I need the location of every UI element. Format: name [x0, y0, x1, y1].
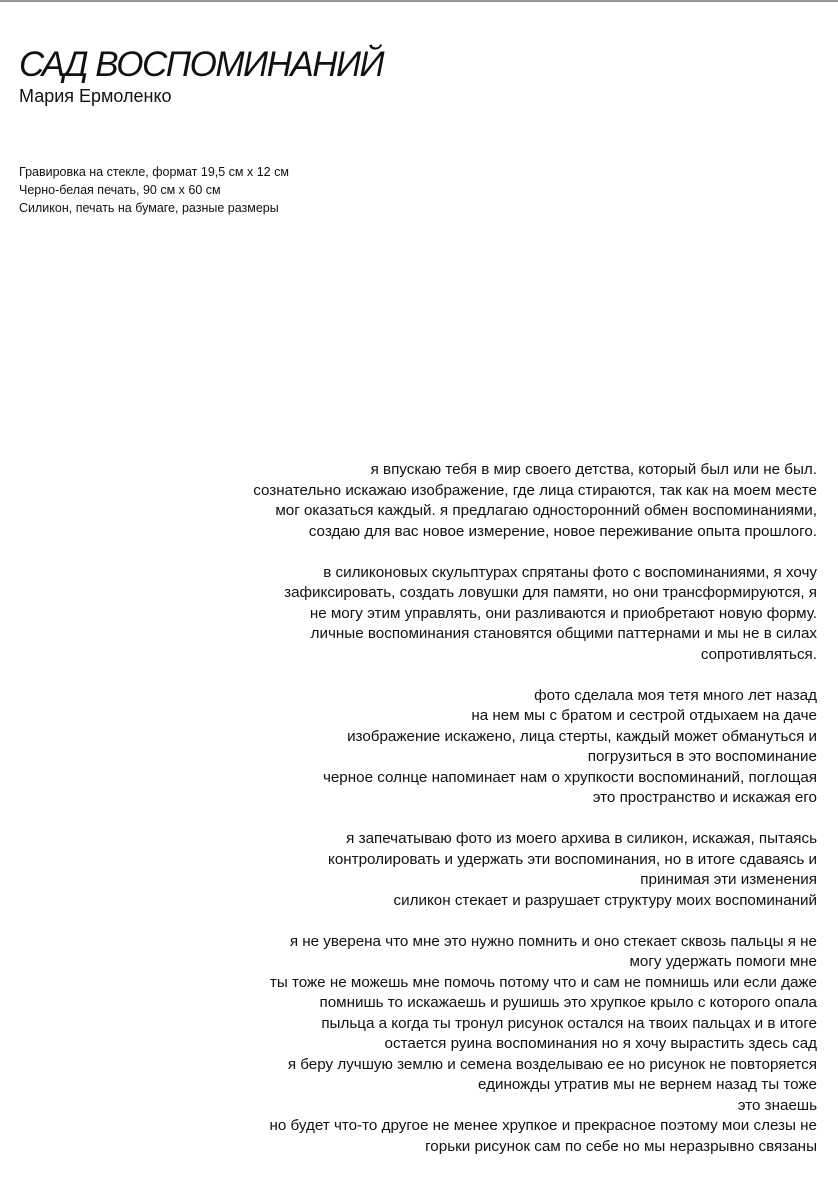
poem-line: горьки рисунок сам по себе но мы неразрывно связаны [425, 1137, 817, 1155]
materials-line: Силикон, печать на бумаге, разные размеры [19, 201, 279, 215]
poem-line: пыльца а когда ты тронул рисунок остался на твоих пальцах и в итоге [321, 1014, 817, 1032]
poem-line: контролировать и удержать эти воспоминания, но в итоге сдаваясь и [328, 850, 817, 868]
materials-line: Черно-белая печать, 90 см х 60 см [19, 183, 221, 197]
stanza [137, 829, 817, 911]
poem-line: сопротивляться. [700, 645, 817, 663]
poem-line: изображение искажено, лица стерты, каждый может обмануться и [347, 727, 817, 745]
page-title: САД ВОСПОМИНАНИЙ [19, 45, 384, 84]
poem-line: могу удержать помоги мне [629, 953, 817, 970]
poem-line: помнишь то искажаешь и рушишь это хрупкое крыло с которого опала [319, 994, 817, 1011]
stanza [137, 932, 817, 1158]
poem-line: я не уверена что мне это нужно помнить и оно стекает сквозь пальцы я не [289, 932, 817, 950]
poem-line: на нем мы с братом и сестрой отдыхаем на даче [471, 707, 817, 724]
stanza [137, 686, 817, 809]
poem-line: силикон стекает и разрушает структуру моих воспоминаний [393, 891, 817, 909]
poem-line: ты тоже не можешь мне помочь потому что и сам не помнишь или если даже [269, 973, 817, 991]
poem-line: я запечатываю фото из моего архива в силикон, искажая, пытаясь [346, 830, 817, 847]
poem-line: это знаешь [737, 1096, 817, 1114]
poem-line: я беру лучшую землю и семена возделываю ее но рисунок не повторяется [287, 1055, 817, 1073]
poem-line: личные воспоминания становятся общими паттернами и мы не в силах [310, 625, 817, 642]
poem-text [137, 460, 817, 1157]
materials-line: Гравировка на стекле, формат 19,5 см х 12 см [19, 165, 289, 179]
author-name: Мария Ермоленко [19, 86, 172, 106]
poem-line: в силиконовых скульптурах спрятаны фото с воспоминаниями, я хочу [323, 563, 817, 581]
poem-line: принимая эти изменения [640, 871, 817, 888]
poem-line: погрузиться в это воспоминание [587, 748, 817, 765]
stanza [137, 460, 817, 542]
poem-line: фото сделала моя тетя много лет назад [534, 686, 817, 704]
poem-line: единожды утратив мы не вернем назад ты тоже [478, 1076, 817, 1093]
poem-line: не могу этим управлять, они разливаются и приобретают новую форму. [309, 604, 817, 622]
poem-line: это пространство и искажая его [592, 789, 817, 806]
poem-line: черное солнце напоминает нам о хрупкости воспоминаний, поглощая [322, 768, 817, 786]
poem-line: мог оказаться каждый. я предлагаю односторонний обмен воспоминаниями, [275, 502, 817, 519]
stanza [137, 563, 817, 666]
poem-line: зафиксировать, создать ловушки для памяти, но они трансформируются, я [284, 584, 817, 601]
top-border-line [0, 0, 838, 2]
materials-list [19, 163, 289, 217]
poem-line: остается руина воспоминания но я хочу вырастить здесь сад [384, 1035, 817, 1052]
poem-line: сознательно искажаю изображение, где лица стираются, так как на моем месте [253, 481, 817, 499]
poem-line: но будет что-то другое не менее хрупкое и прекрасное поэтому мои слезы не [269, 1117, 817, 1134]
poem-line: создаю для вас новое измерение, новое переживание опыта прошлого. [308, 522, 817, 540]
poem-line: я впускаю тебя в мир своего детства, который был или не был. [370, 461, 817, 478]
